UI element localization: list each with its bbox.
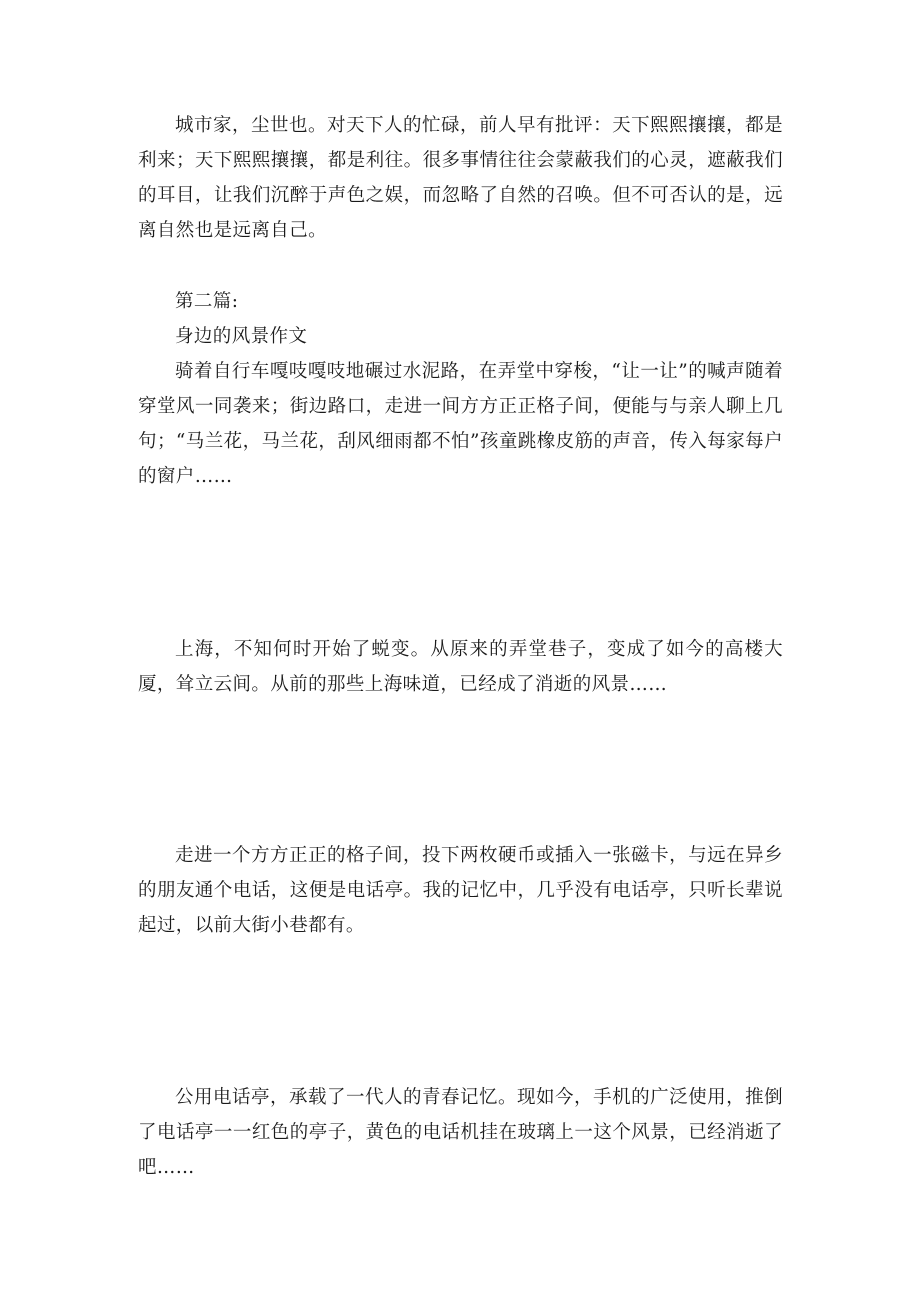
paragraph-3: 上海，不知何时开始了蜕变。从原来的弄堂巷子，变成了如今的高楼大厦，耸立云间。从前的那些上海味道，已经成了消逝的风景…… <box>138 639 783 695</box>
paragraph-2: 骑着自行车嘎吱嘎吱地碾过水泥路，在弄堂中穿梭，“让一让”的喊声随着穿堂风一同袭来；街边路口，走进一间方方正正格子间，便能与与亲人聊上几句；“马兰花，马兰花，刮风细雨都不怕”孩童跳橡皮筋的声音，传入每家每户的窗户…… <box>138 361 783 487</box>
paragraph-4: 走进一个方方正正的格子间，投下两枚硬币或插入一张磁卡，与远在异乡的朋友通个电话，这便是电话亭。我的记忆中，几乎没有电话亭，只听长辈说起过，以前大街小巷都有。 <box>138 845 783 936</box>
paragraph-1: 城市家，尘世也。对天下人的忙碌，前人早有批评：天下熙熙攘攘，都是利来；天下熙熙攘攘，都是利往。很多事情往往会蒙蔽我们的心灵，遮蔽我们的耳目，让我们沉醉于声色之娱，而忽略了自然的召唤。但不可否认的是，远离自然也是远离自己。 <box>138 115 783 241</box>
paragraph-5: 公用电话亭，承载了一代人的青春记忆。现如今，手机的广泛使用，推倒了电话亭一一红色的亭子，黄色的电话机挂在玻璃上一这个风景，已经消逝了吧…… <box>138 1087 783 1178</box>
section-title: 身边的风景作文 <box>175 326 308 347</box>
section-label: 第二篇: <box>175 291 239 312</box>
document-body <box>138 108 783 1185</box>
